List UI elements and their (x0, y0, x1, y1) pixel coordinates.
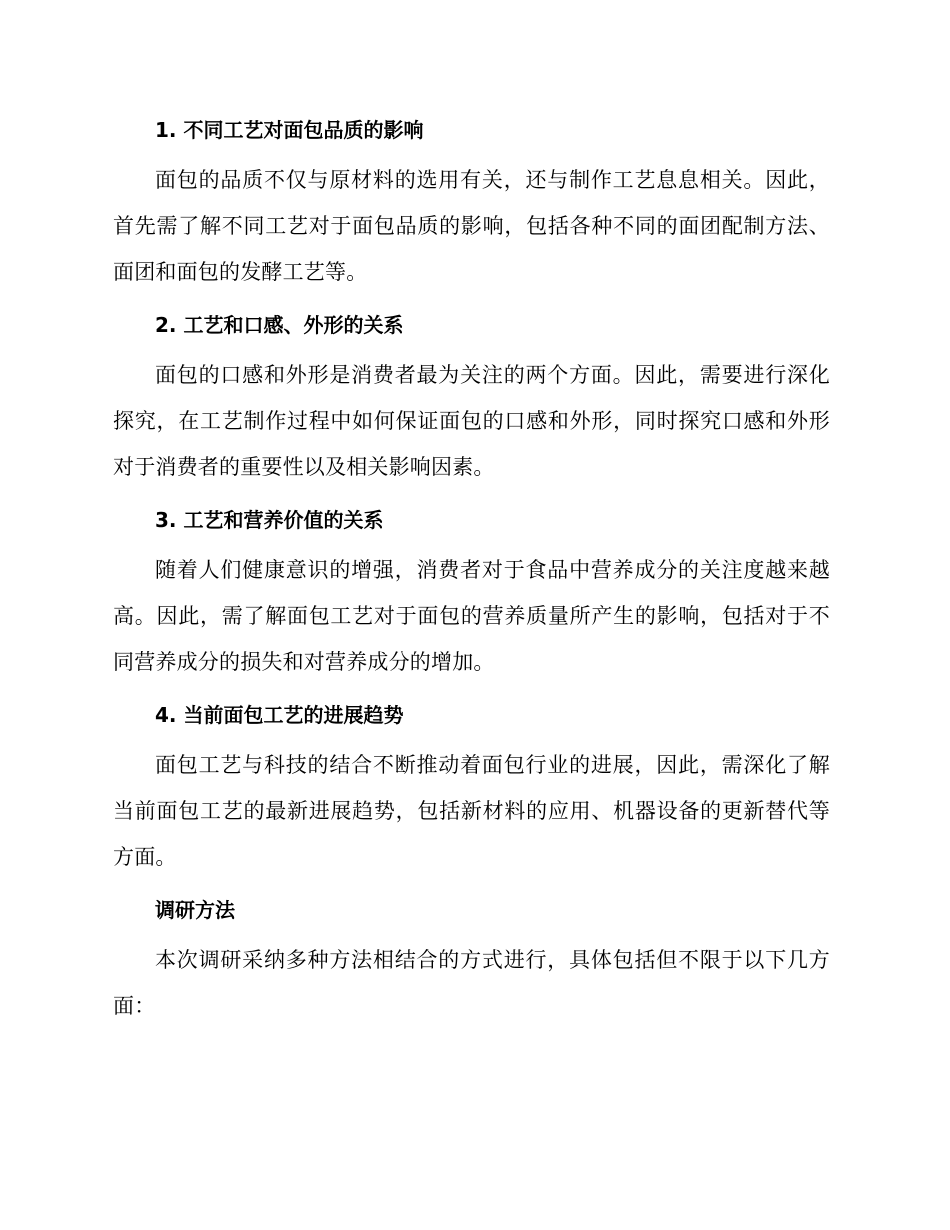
paragraph-line: 面包的口感和外形是消费者最为关注的两个方面。因此，需要进行深化 (155, 363, 830, 387)
document-body (113, 110, 830, 1039)
paragraph-line: 对于消费者的重要性以及相关影响因素。 (113, 455, 495, 479)
section-paragraph-2 (113, 352, 830, 490)
section-paragraph-4 (113, 742, 830, 880)
section-heading-research-methods: 调研方法 (155, 898, 235, 922)
paragraph-line: 当前面包工艺的最新进展趋势，包括新材料的应用、机器设备的更新替代等 (113, 799, 830, 823)
paragraph-line: 探究，在工艺制作过程中如何保证面包的口感和外形，同时探究口感和外形 (113, 409, 830, 433)
section-paragraph-1 (113, 157, 830, 295)
section-paragraph-3 (113, 547, 830, 685)
paragraph-line: 随着人们健康意识的增强，消费者对于食品中营养成分的关注度越来越 (155, 558, 830, 582)
paragraph-line: 高。因此，需了解面包工艺对于面包的营养质量所产生的影响，包括对于不 (113, 604, 830, 628)
section-heading-1: 1. 不同工艺对面包品质的影响 (155, 118, 424, 142)
paragraph-line: 面包工艺与科技的结合不断推动着面包行业的进展，因此，需深化了解 (155, 753, 830, 777)
section-paragraph-research-methods (113, 937, 830, 1029)
section-heading-4: 4. 当前面包工艺的进展趋势 (155, 703, 404, 727)
section-heading-2: 2. 工艺和口感、外形的关系 (155, 313, 404, 337)
paragraph-line: 方面。 (113, 845, 177, 869)
paragraph-line: 同营养成分的损失和对营养成分的增加。 (113, 650, 495, 674)
paragraph-line: 首先需了解不同工艺对于面包品质的影响，包括各种不同的面团配制方法、 (113, 214, 830, 238)
paragraph-line: 本次调研采纳多种方法相结合的方式进行，具体包括但不限于以下几方 (155, 948, 830, 972)
paragraph-line: 面包的品质不仅与原材料的选用有关，还与制作工艺息息相关。因此， (155, 168, 830, 192)
paragraph-line: 面： (113, 994, 156, 1018)
paragraph-line: 面团和面包的发酵工艺等。 (113, 260, 368, 284)
section-heading-3: 3. 工艺和营养价值的关系 (155, 508, 384, 532)
